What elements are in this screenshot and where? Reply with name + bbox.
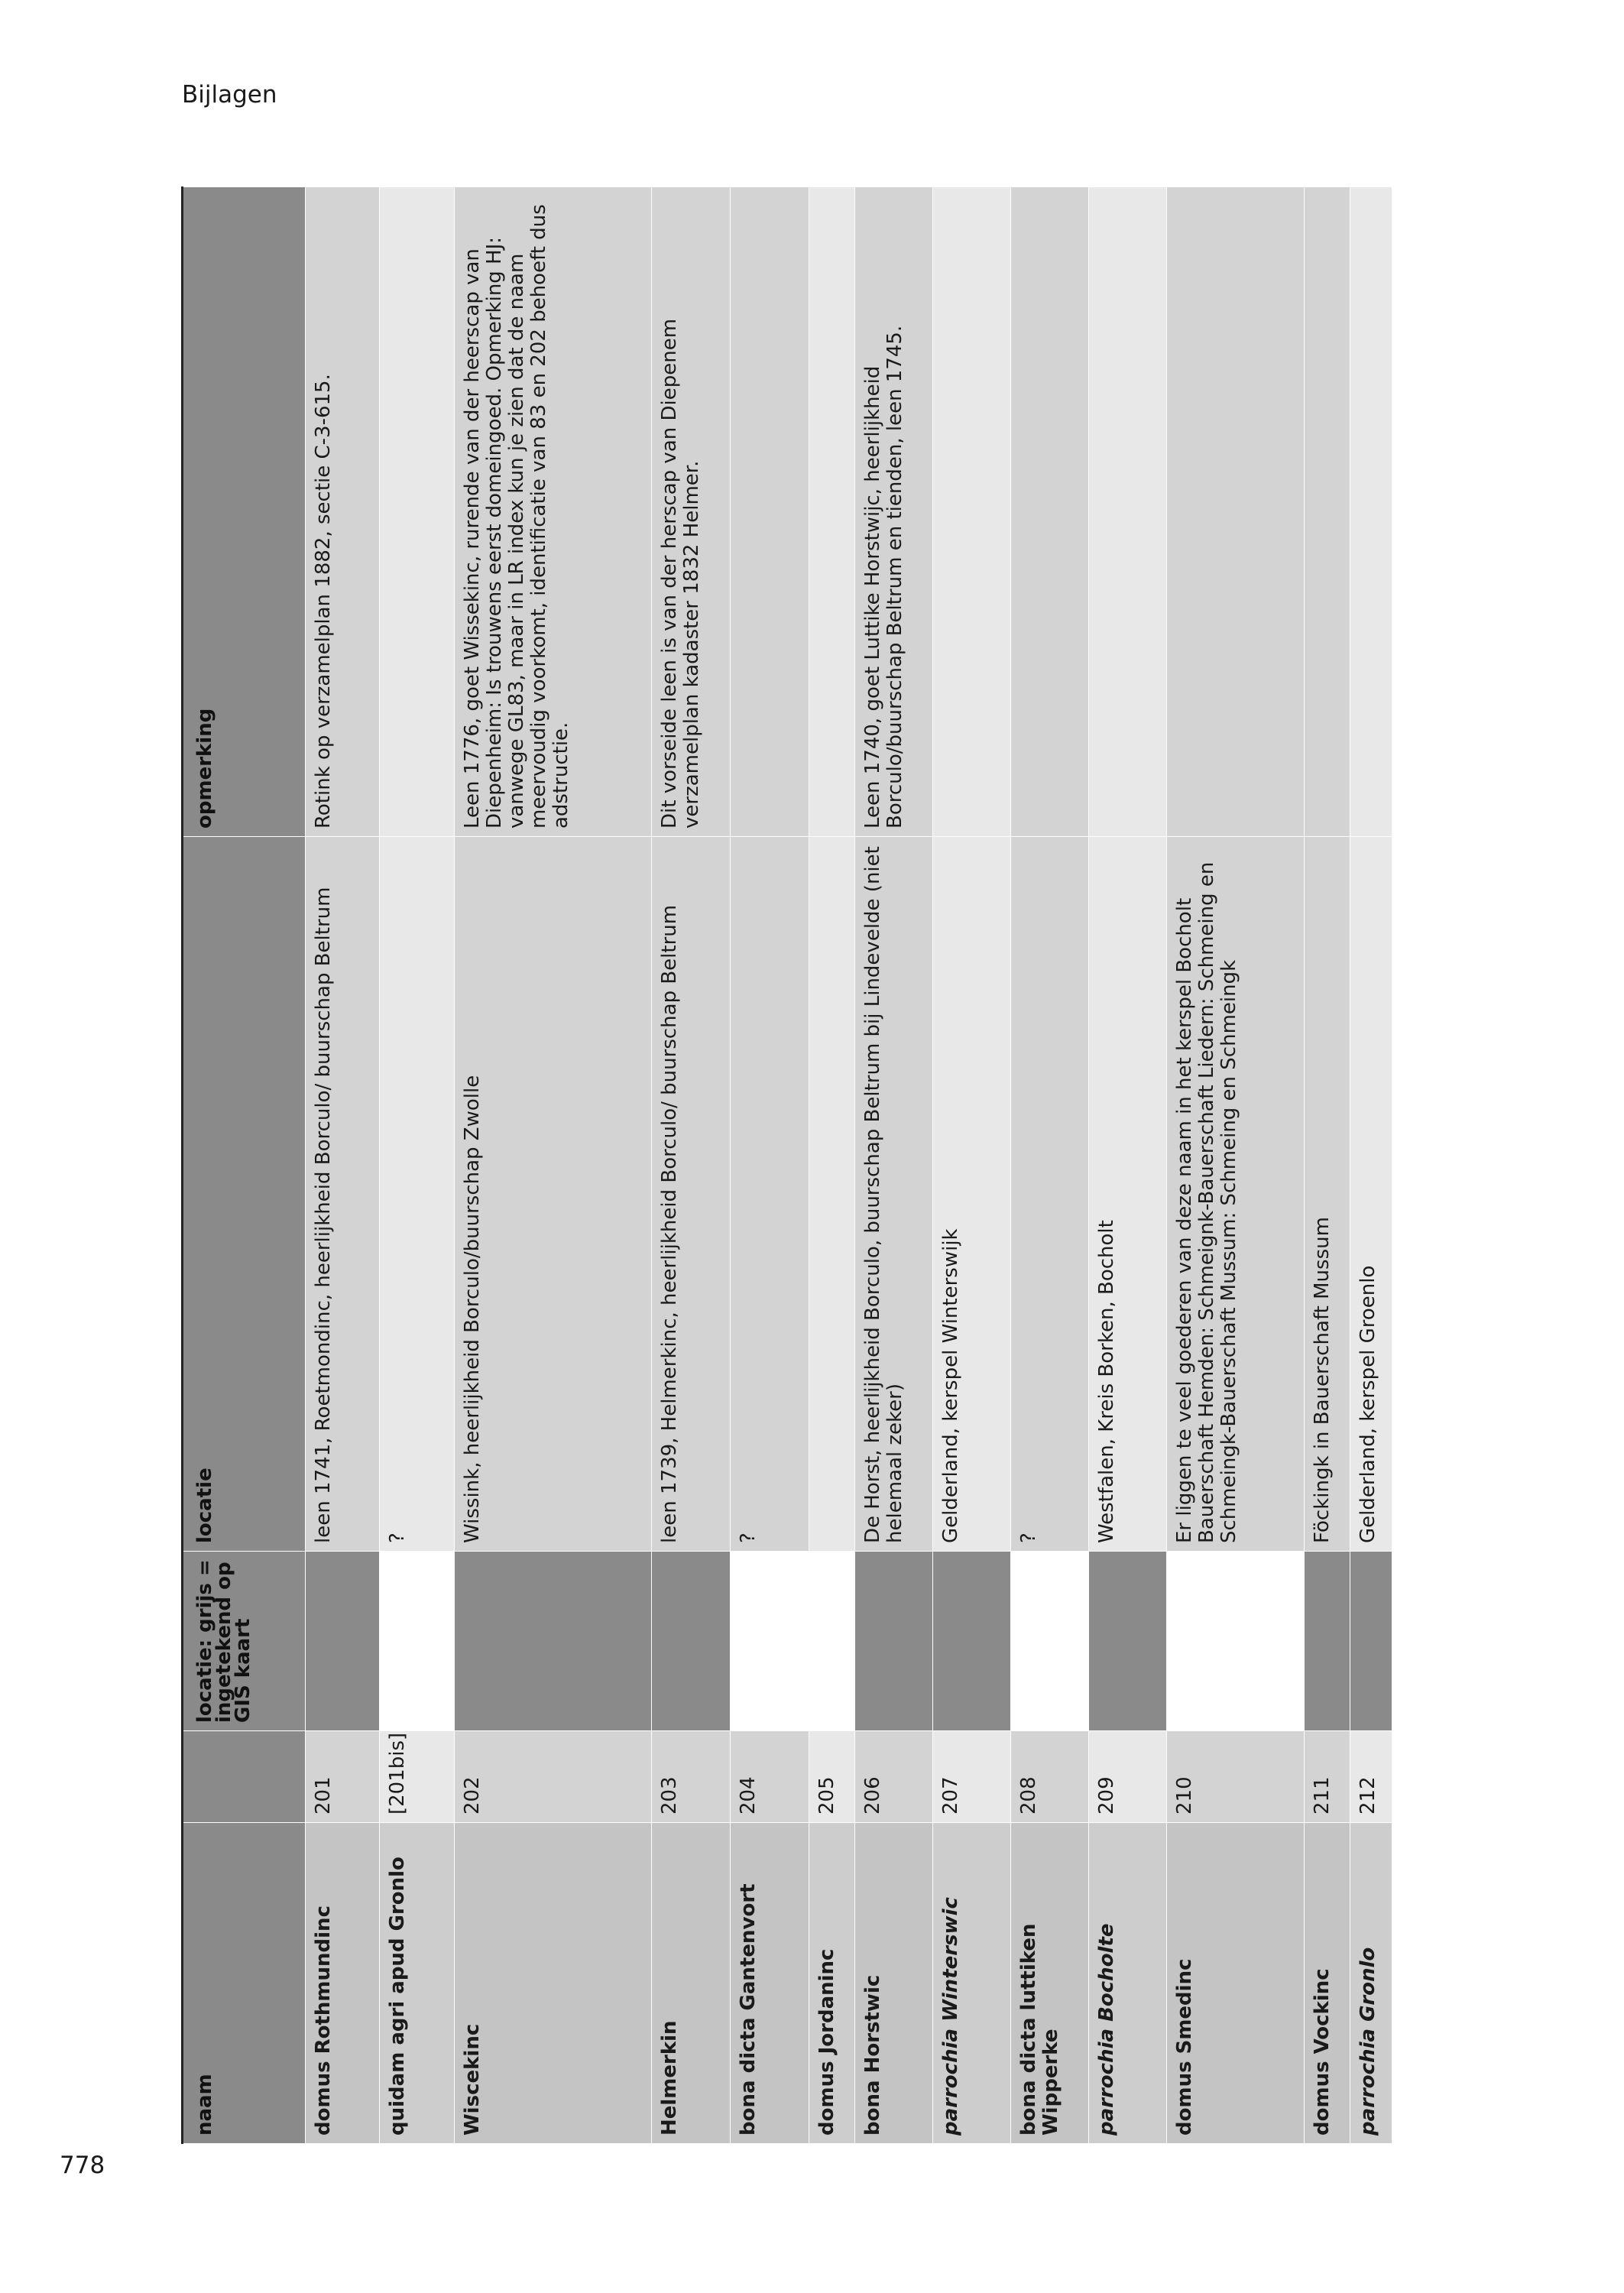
cell-locatie: ? xyxy=(731,837,809,1552)
cell-locatie: Wissink, heerlijkheid Borculo/buurschap Zwolle xyxy=(455,837,652,1552)
cell-opmerking xyxy=(809,187,855,837)
cell-naam: domus Smedinc xyxy=(1167,1823,1305,2144)
cell-gis-unmarked xyxy=(1011,1552,1089,1731)
table-row xyxy=(855,187,933,2144)
cell-gis-marked xyxy=(455,1552,652,1731)
cell-naam: parrochia Gronlo xyxy=(1350,1823,1392,2144)
cell-opmerking xyxy=(1011,187,1089,837)
header-grijs: locatie: grijs = ingetekend op GIS kaart xyxy=(183,1552,306,1731)
cell-locatie: Gelderland, kerspel Groenlo xyxy=(1350,837,1392,1552)
cell-nr: 209 xyxy=(1089,1731,1167,1823)
cell-locatie: Gelderland, kerspel Winterswijk xyxy=(933,837,1011,1552)
cell-locatie xyxy=(809,837,855,1552)
cell-gis-marked xyxy=(933,1552,1011,1731)
cell-opmerking xyxy=(731,187,809,837)
table-row xyxy=(652,187,731,2144)
page-number: 778 xyxy=(60,2152,105,2179)
cell-gis-unmarked xyxy=(1167,1552,1305,1731)
header-opmerking: opmerking xyxy=(183,187,306,837)
cell-gis-marked xyxy=(1305,1552,1350,1731)
cell-gis-marked xyxy=(1089,1552,1167,1731)
cell-nr: 206 xyxy=(855,1731,933,1823)
cell-locatie: leen 1739, Helmerkinc, heerlijkheid Borculo/ buurschap Beltrum xyxy=(652,837,731,1552)
table-row xyxy=(455,187,652,2144)
running-head: Bijlagen xyxy=(182,81,277,109)
cell-gis-unmarked xyxy=(380,1552,455,1731)
cell-nr: 207 xyxy=(933,1731,1011,1823)
cell-naam: domus Jordaninc xyxy=(809,1823,855,2144)
cell-locatie: Westfalen, Kreis Borken, Bocholt xyxy=(1089,837,1167,1552)
cell-opmerking xyxy=(1350,187,1392,837)
cell-locatie: ? xyxy=(380,837,455,1552)
cell-gis-marked xyxy=(306,1552,380,1731)
cell-opmerking xyxy=(380,187,455,837)
table-row xyxy=(1350,187,1392,2144)
cell-nr: 208 xyxy=(1011,1731,1089,1823)
cell-opmerking: Rotink op verzamelplan 1882, sectie C-3-615. xyxy=(306,187,380,837)
table-row xyxy=(380,187,455,2144)
cell-gis-marked xyxy=(652,1552,731,1731)
table-row xyxy=(1305,187,1350,2144)
cell-naam: domus Vockinc xyxy=(1305,1823,1350,2144)
cell-nr: 202 xyxy=(455,1731,652,1823)
cell-nr: 211 xyxy=(1305,1731,1350,1823)
cell-naam: parrochia Winterswic xyxy=(933,1823,1011,2144)
table-row xyxy=(731,187,809,2144)
table-header-row xyxy=(183,187,306,2144)
cell-naam: bona dicta luttiken Wipperke xyxy=(1011,1823,1089,2144)
cell-naam: bona Horstwic xyxy=(855,1823,933,2144)
data-table xyxy=(181,186,1392,2144)
header-nr xyxy=(183,1731,306,1823)
cell-opmerking: Leen 1776, goet Wissekinc, rurende van der heerscap van Diepenheim: Is trouwens eerst domeingoed. Opmerking HJ: vanwege GL83, maar in LR index kun je zien dat de naam meervoudig voorkomt, identificatie van 83 en 202 behoeft dus adstructie. xyxy=(455,187,652,837)
cell-gis-unmarked xyxy=(809,1552,855,1731)
table-row xyxy=(1089,187,1167,2144)
cell-locatie: Er liggen te veel goederen van deze naam in het kerspel Bocholt Bauerschaft Hemden: Schmeignk-Bauerschaft Liedern: Schmeing en Schmeingk-Bauerschaft Mussum: Schmeing en Schmeingk xyxy=(1167,837,1305,1552)
cell-gis-marked xyxy=(855,1552,933,1731)
cell-gis-unmarked xyxy=(731,1552,809,1731)
cell-naam: bona dicta Gantenvort xyxy=(731,1823,809,2144)
header-naam: naam xyxy=(183,1823,306,2144)
cell-naam: domus Rothmundinc xyxy=(306,1823,380,2144)
cell-locatie: ? xyxy=(1011,837,1089,1552)
cell-nr: 204 xyxy=(731,1731,809,1823)
cell-opmerking: Dit vorseide leen is van der herscap van Diepenem verzamelplan kadaster 1832 Helmer. xyxy=(652,187,731,837)
table-row xyxy=(1167,187,1305,2144)
cell-opmerking xyxy=(1167,187,1305,837)
cell-nr: 212 xyxy=(1350,1731,1392,1823)
header-locatie: locatie xyxy=(183,837,306,1552)
cell-opmerking xyxy=(1089,187,1167,837)
table-row xyxy=(809,187,855,2144)
table-row xyxy=(933,187,1011,2144)
cell-nr: 205 xyxy=(809,1731,855,1823)
rotated-table xyxy=(181,187,1377,2144)
cell-nr: 210 xyxy=(1167,1731,1305,1823)
cell-naam: quidam agri apud Gronlo xyxy=(380,1823,455,2144)
cell-naam: parrochia Bocholte xyxy=(1089,1823,1167,2144)
cell-locatie: Föckingk in Bauerschaft Mussum xyxy=(1305,837,1350,1552)
cell-nr: 201 xyxy=(306,1731,380,1823)
cell-opmerking xyxy=(933,187,1011,837)
table-row xyxy=(306,187,380,2144)
cell-naam: Helmerkin xyxy=(652,1823,731,2144)
table-row xyxy=(1011,187,1089,2144)
cell-gis-marked xyxy=(1350,1552,1392,1731)
cell-locatie: leen 1741, Roetmondinc, heerlijkheid Borculo/ buurschap Beltrum xyxy=(306,837,380,1552)
cell-locatie: De Horst, heerlijkheid Borculo, buurschap Beltrum bij Lindevelde (niet helemaal zeker) xyxy=(855,837,933,1552)
cell-nr: 203 xyxy=(652,1731,731,1823)
cell-nr: [201bis] xyxy=(380,1731,455,1823)
cell-opmerking xyxy=(1305,187,1350,837)
cell-naam: Wiscekinc xyxy=(455,1823,652,2144)
cell-opmerking: Leen 1740, goet Luttike Horstwijc, heerlijkheid Borculo/buurschap Beltrum en tienden, leen 1745. xyxy=(855,187,933,837)
